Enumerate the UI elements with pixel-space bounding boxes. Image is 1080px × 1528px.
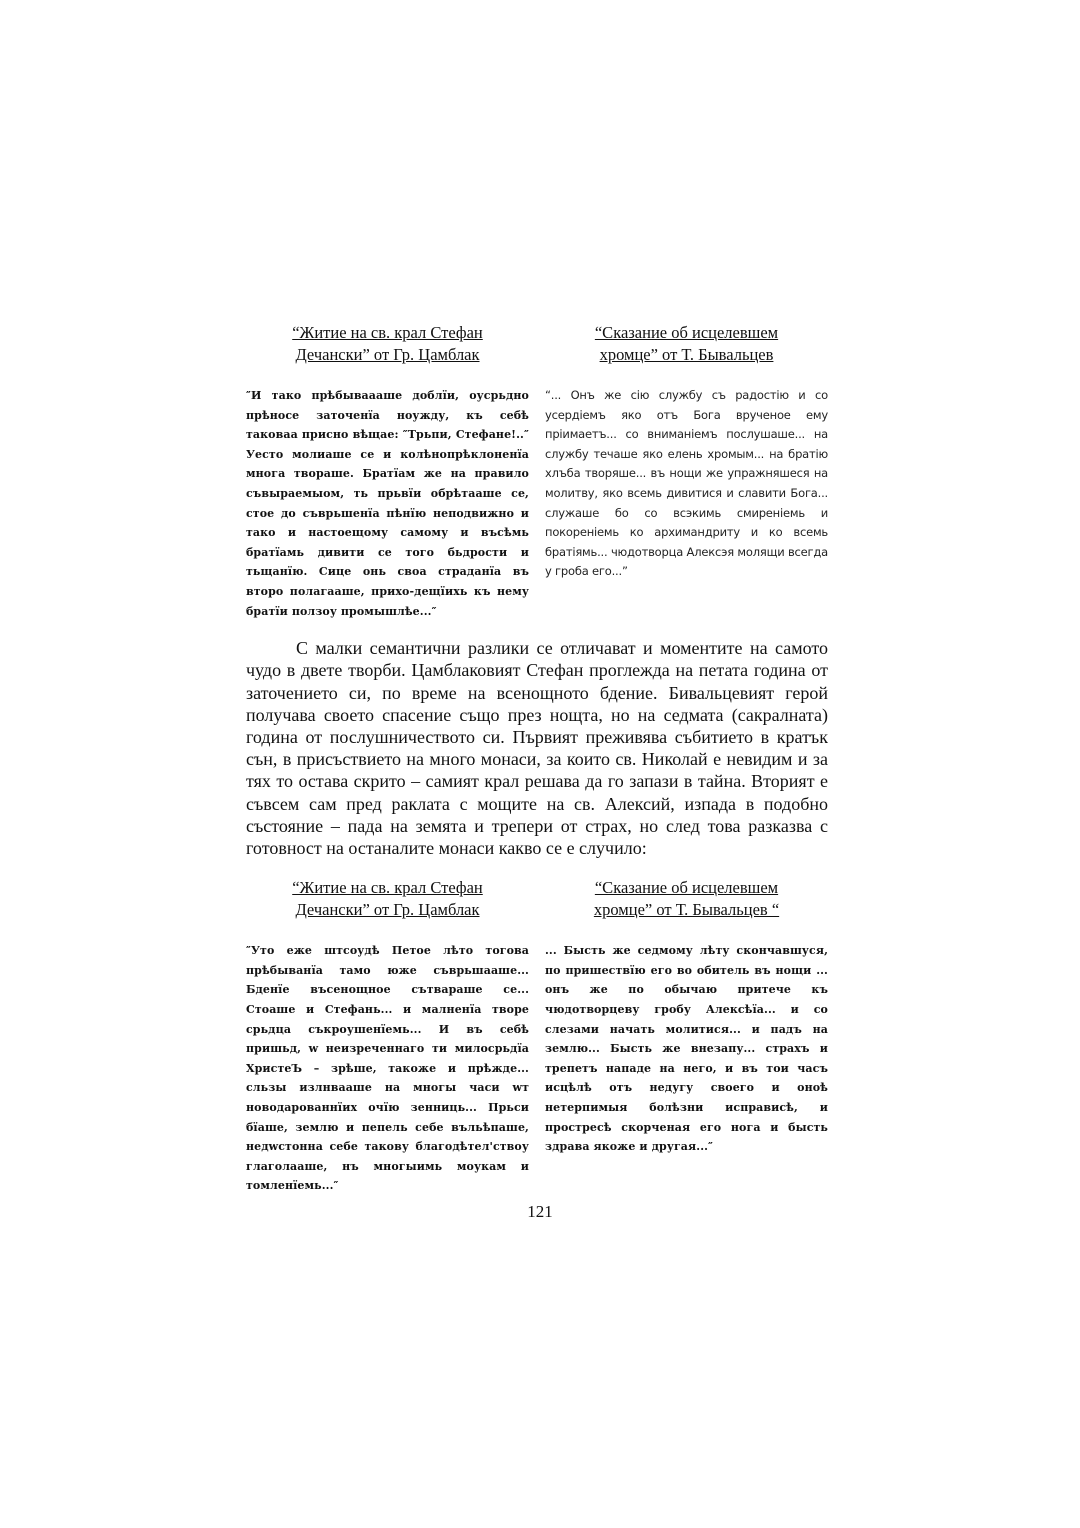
left-title-2-line1: “Житие на св. крал Стефан: [292, 878, 483, 898]
right-column-1: [545, 322, 828, 621]
left-title-1-line2: Дечански” от Гр. Цамблак: [295, 345, 480, 364]
quote-comparison-2: [246, 877, 828, 1196]
tsamblak-quote-1: ″И тако прѣбываааше доблїи, оусрьдно прѣносе заточенїа ноужду, къ себѣ таковаа присно вѣщае: ″Трьпи, Стефане!..″ Уесто молиаше се и колѣнопрѣклоненїа многа твораше. Братїам же на правило съвыраемыом, ть прьвїи обрѣтааше се, стое до съврьшенїа пѣнїю неподвижно и тако и настоещому самому и въсѣмь братїамь дивити се того бьдрости и тьщанїю. Сице онь своа страданїа въ второ полагааше, прихо-дещїихь къ нему братїи ползоу промышлѣе...″: [246, 389, 529, 618]
left-title-1: [246, 322, 529, 366]
left-column-2: [246, 877, 529, 1196]
byvaltsev-quote-2: ... Бысть же седмому лѣту скончавшуся, по пришествїю его во обитель въ нощи ... онъ же по обычаю притече къ чюдотворцеву гробу Алексѣїа... и со слезами начать молитися... и падъ на землю... Бысть же внезапу... страхъ и трепетъ нападе на него, и въ тои часъ исцѣлѣ отъ недугу своего и оноѣ нетерпимыя болѣзни исправисѣ, и простресѣ скорченая его нога и бысть здрава якоже и другая...″: [545, 944, 828, 1154]
left-column-1: [246, 322, 529, 621]
right-title-2-line2: хромце” от Т. Бывальцев “: [593, 900, 780, 920]
body-paragraph: С малки семантични разлики се отличават и моментите на самото чудо в двете творби. Цамблаковият Стефан проглежда на петата година от заточението си, по време на всенощното бдение. Бивальцевият герой получава своето спасение също през нощта, но на седмата (сакралната) година от послушничеството си. Първият преживява събитието в кратък сън, в присъствието на много монаси, за които св. Николай е невидим и за тях то остава скрито – самият крал решава да го запази в тайна. Вторият е съвсем сам пред раклата с мощите на св. Алексий, изпада в подобно състояние – пада на земята и трепери от страх, но след това разказва с готовност на останалите монаси какво се е случило:: [246, 638, 828, 858]
page-number: 121: [527, 1202, 553, 1221]
right-title-2-line1: “Сказание об исцелевшем: [594, 878, 779, 898]
left-title-2-line2: Дечански” от Гр. Цамблак: [295, 900, 480, 920]
right-title-1-line2: хромце” от Т. Бывальцев: [599, 345, 774, 364]
document-page: [246, 322, 828, 1196]
right-column-2: [545, 877, 828, 1196]
right-title-2: [545, 877, 828, 921]
byvaltsev-quote-1: “... Онъ же сію службу съ радостію и со усердіемъ яко отъ Бога врученое ему пріимаетъ... со вниманіемъ послушаше... на службу течаше яко елень хромым... на братію хлъба творяше... въ нощи же упражняшеся на молитву, яко всемь дивитися и славити Бога... служаше бо со всэкимь смиреніемь и покореніемь ко архимандриту и ко всемь братіямь... чюдотворца Алексэя молящи всегда у гроба его...”: [545, 388, 828, 579]
left-title-2: [246, 877, 529, 921]
left-title-1-line1: “Житие на св. крал Стефан: [292, 323, 483, 342]
quote-comparison-1: [246, 322, 828, 621]
right-title-1-line1: “Сказание об исцелевшем: [594, 323, 779, 342]
right-title-1: [545, 322, 828, 366]
tsamblak-quote-2: ″Уто еже штсоудѣ Петое лѣто тогова прѣбыванїа тамо юже съврьшааше... Бденїе въсенощное сътвараше се... Стоаше и Стефань... и малненїа творе срьдца съкроушенїемь... И въ себѣ пришьд, w неизреченнаго ти милосрьдїа ХристеЪ – зрѣше, такоже и прѣжде... сльзы излнвааше на многы часи wт новодарованнїих очїю зенниць... Прьси бїаше, землю и пепель себе въльѣпаше, недwстонна себе такову благодѣтел'ствоу глаголааше, нъ многыимь моукам и томленїемь...″: [246, 944, 529, 1193]
